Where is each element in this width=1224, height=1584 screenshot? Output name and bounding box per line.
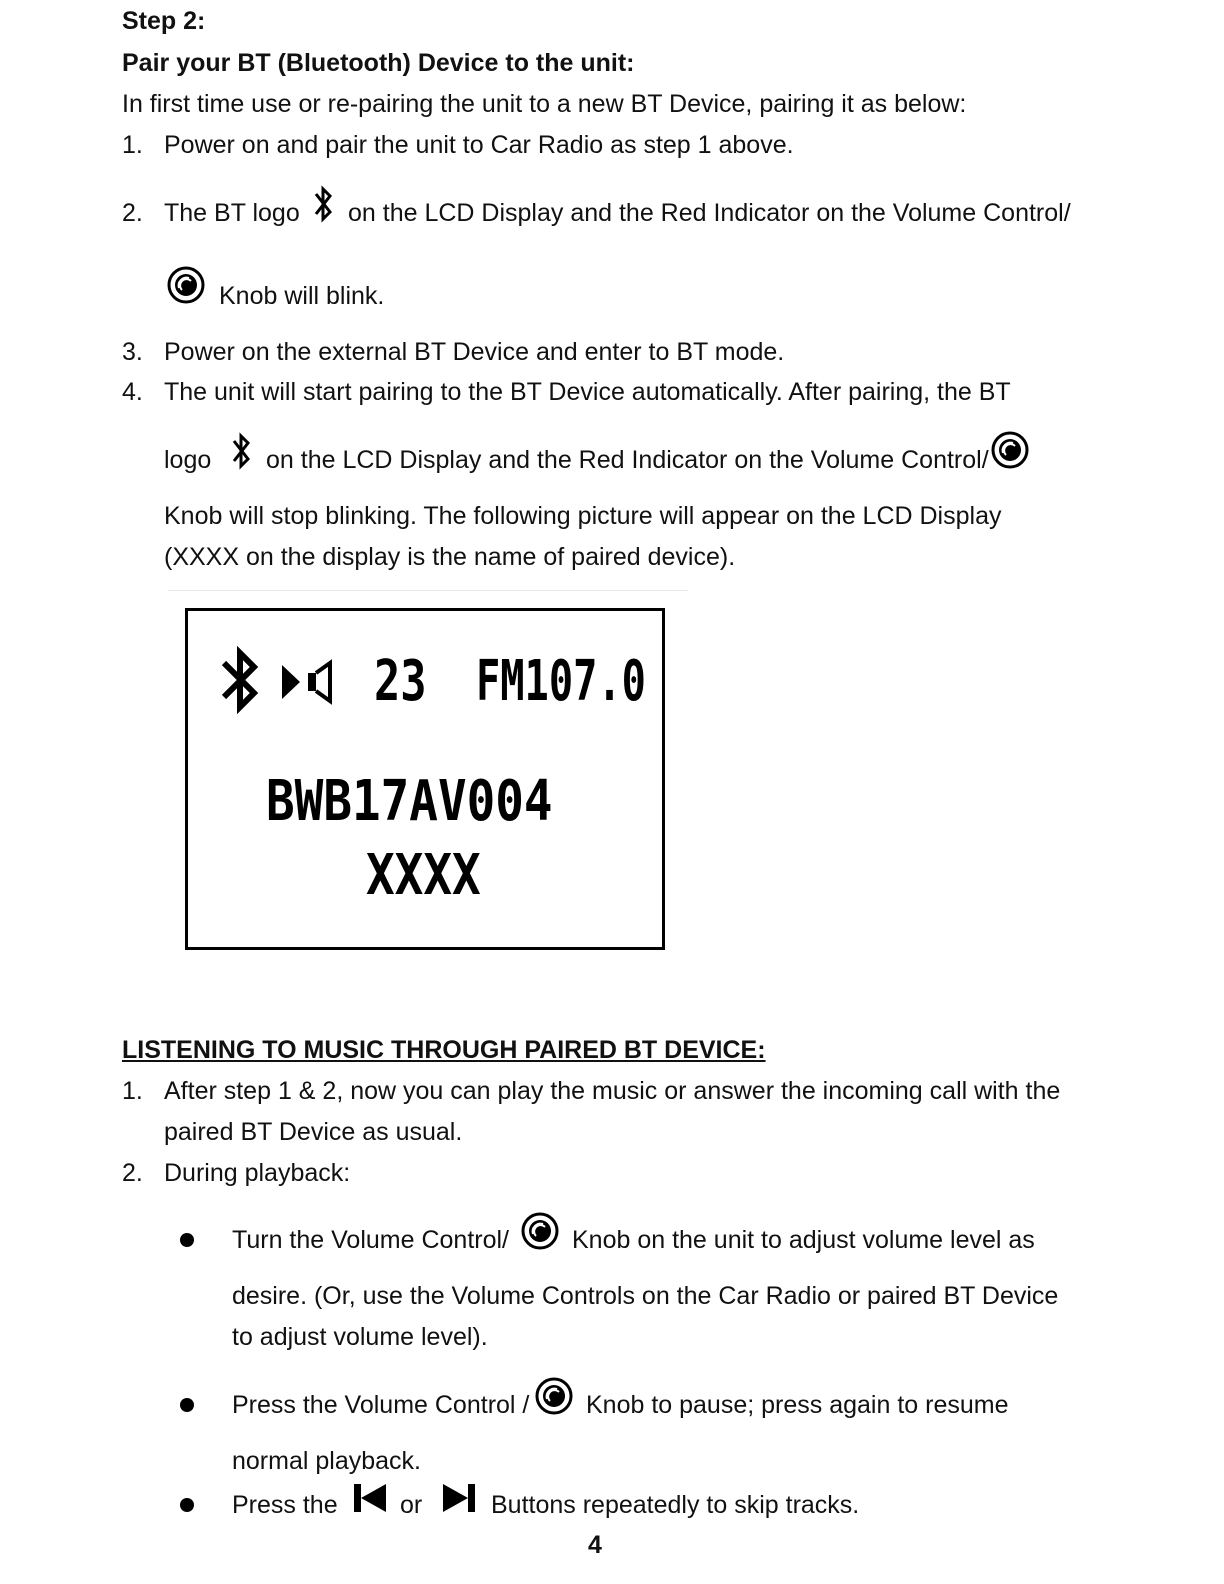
bluetooth-icon bbox=[218, 645, 262, 717]
listening-item-text: paired BT Device as usual. bbox=[164, 1118, 463, 1146]
knob-icon bbox=[521, 1212, 559, 1250]
bullet-text: to adjust volume level). bbox=[232, 1323, 488, 1351]
step-item-text: on the LCD Display and the Red Indicator on the Volume Control/ bbox=[266, 446, 989, 474]
listening-heading: LISTENING TO MUSIC THROUGH PAIRED BT DEVICE: bbox=[122, 1036, 766, 1064]
lcd-display bbox=[185, 608, 665, 950]
knob-icon bbox=[167, 266, 205, 304]
listening-item-text: After step 1 & 2, now you can play the music or answer the incoming call with the bbox=[164, 1077, 1061, 1105]
step-item-text: Power on the external BT Device and enter to BT mode. bbox=[164, 338, 785, 366]
step-item-number: 1. bbox=[122, 131, 143, 159]
bullet-text: normal playback. bbox=[232, 1447, 421, 1475]
step-item-text: on the LCD Display and the Red Indicator on the Volume Control/ bbox=[348, 199, 1071, 227]
bullet-text: desire. (Or, use the Volume Controls on the Car Radio or paired BT Device bbox=[232, 1282, 1059, 1310]
bullet-point bbox=[180, 1233, 194, 1247]
bullet-point bbox=[180, 1498, 194, 1512]
divider bbox=[168, 590, 688, 591]
step-item-text: Knob will stop blinking. The following picture will appear on the LCD Display bbox=[164, 502, 1002, 530]
page-number: 4 bbox=[588, 1531, 602, 1559]
step-item-number: 4. bbox=[122, 378, 143, 406]
bullet-text: Knob on the unit to adjust volume level as bbox=[572, 1226, 1035, 1254]
lcd-device: XXXX bbox=[366, 843, 481, 908]
lcd-volume: 23 bbox=[374, 649, 427, 714]
bullet-text: Knob to pause; press again to resume bbox=[586, 1391, 1009, 1419]
bullet-text: Turn the Volume Control/ bbox=[232, 1226, 509, 1254]
step-item-text: (XXXX on the display is the name of paired device). bbox=[164, 543, 736, 571]
lcd-station: FM107.0 bbox=[476, 649, 646, 714]
step-item-text: The BT logo bbox=[164, 199, 300, 227]
bullet-text: or bbox=[400, 1491, 423, 1519]
step-item-text: The unit will start pairing to the BT Device automatically. After pairing, the BT bbox=[164, 378, 1011, 406]
bluetooth-icon bbox=[312, 184, 334, 224]
step-intro: In first time use or re-pairing the unit to a new BT Device, pairing it as below: bbox=[122, 90, 967, 118]
step-item-number: 3. bbox=[122, 338, 143, 366]
bullet-point bbox=[180, 1398, 194, 1412]
knob-icon bbox=[991, 431, 1029, 469]
step-item-text: Power on and pair the unit to Car Radio as step 1 above. bbox=[164, 131, 794, 159]
step-subheading: Pair your BT (Bluetooth) Device to the unit: bbox=[122, 49, 635, 77]
bluetooth-icon bbox=[230, 431, 252, 471]
step-item-text: logo bbox=[164, 446, 212, 474]
bullet-text: Press the bbox=[232, 1491, 338, 1519]
step-heading: Step 2: bbox=[122, 7, 206, 35]
step-item-text: Knob will blink. bbox=[219, 282, 385, 310]
listening-item-number: 2. bbox=[122, 1159, 143, 1187]
bullet-text: Buttons repeatedly to skip tracks. bbox=[491, 1491, 860, 1519]
bullet-text: Press the Volume Control / bbox=[232, 1391, 530, 1419]
speaker-icon bbox=[278, 659, 348, 705]
next-track-icon bbox=[441, 1482, 477, 1514]
listening-item-number: 1. bbox=[122, 1077, 143, 1105]
lcd-model: BWB17AV004 bbox=[266, 769, 553, 834]
step-item-number: 2. bbox=[122, 199, 143, 227]
listening-item-text: During playback: bbox=[164, 1159, 351, 1187]
previous-track-icon bbox=[352, 1482, 388, 1514]
knob-icon bbox=[535, 1377, 573, 1415]
